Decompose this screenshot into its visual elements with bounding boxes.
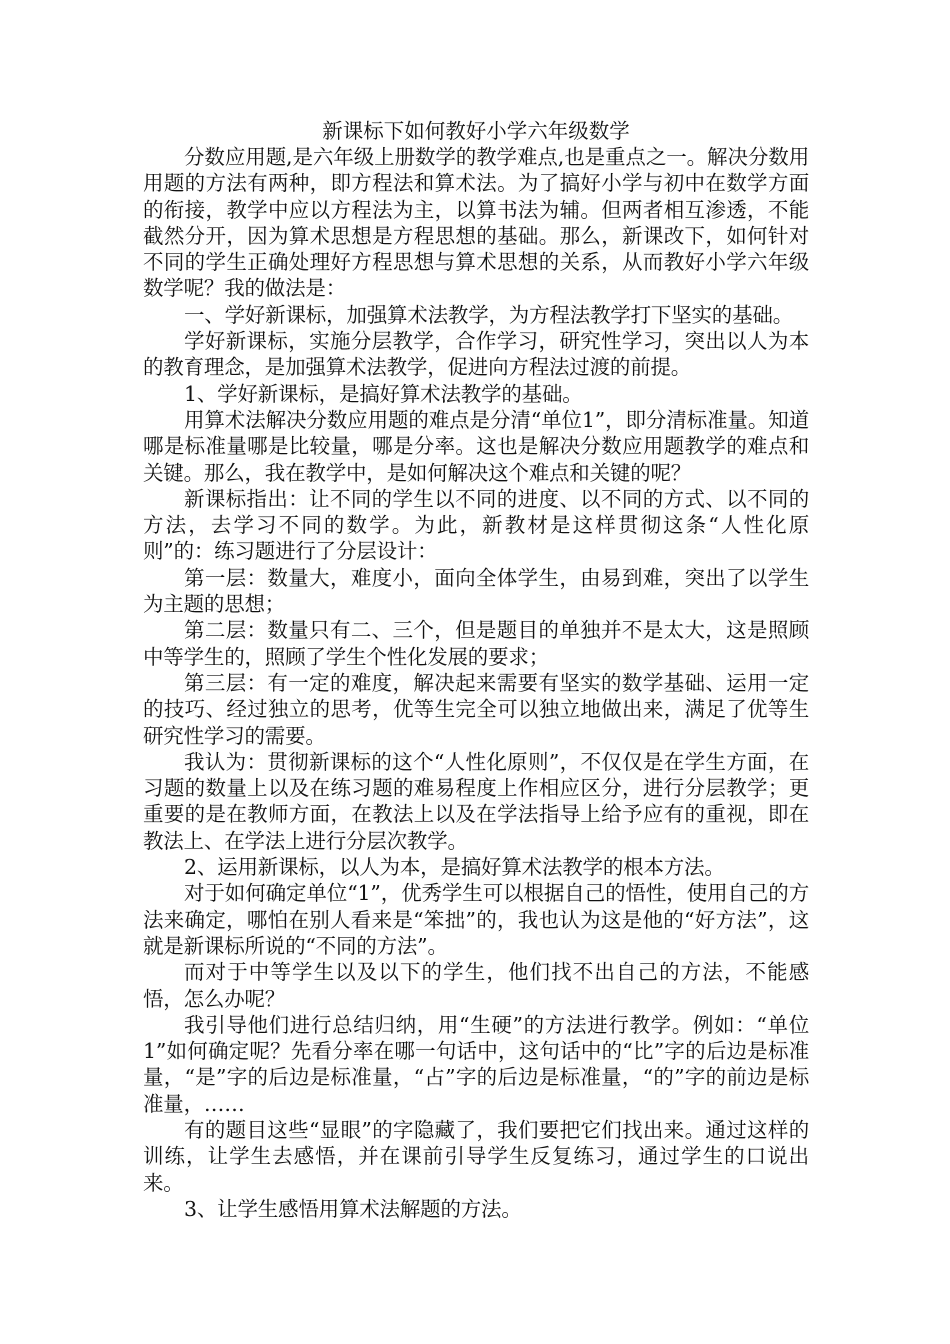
paragraph: 3、让学生感悟用算术法解题的方法。 <box>184 1196 522 1221</box>
paragraph: 第一层：数量大，难度小，面向全体学生，由易到难，突出了以学生为主题的思想； <box>143 565 809 617</box>
paragraph: 一、学好新课标，加强算术法教学，为方程法教学打下坚实的基础。 <box>184 302 793 327</box>
paragraph: 2、运用新课标，以人为本，是搞好算术法教学的根本方法。 <box>184 855 725 880</box>
paragraph: 而对于中等学生以及以下的学生，他们找不出自己的方法，不能感悟，怎么办呢？ <box>143 960 809 1011</box>
paragraph: 第三层：有一定的难度，解决起来需要有坚实的数学基础、运用一定的技巧、经过独立的思考，优等生完全可以独立地做出来，满足了优等生研究性学习的需要。 <box>143 670 809 748</box>
paragraph: 用算术法解决分数应用题的难点是分清“单位1”，即分清标准量。知道哪是标准量哪是比较量，哪是分率。这也是解决分数应用题教学的难点和关键。那么，我在教学中，是如何解决这个难点和关键的呢？ <box>143 407 809 485</box>
paragraph: 有的题目这些“显眼”的字隐藏了，我们要把它们找出来。通过这样的训练，让学生去感悟，并在课前引导学生反复练习，通过学生的口说出来。 <box>143 1117 809 1195</box>
paragraph: 我引导他们进行总结归纳，用“生硬”的方法进行教学。例如：“单位1”如何确定呢？先看分率在哪一句话中，这句话中的“比”字的后边是标准量，“是”字的后边是标准量，“占”字的后边是标准量，“的”字的前边是标准量，…… <box>143 1012 809 1116</box>
paragraph: 分数应用题,是六年级上册数学的教学难点,也是重点之一。解决分数用用题的方法有两种，即方程法和算术法。为了搞好小学与初中在数学方面的衔接，教学中应以方程法为主，以算书法为辅。但两者相互渗透，不能截然分开，因为算术思想是方程思想的基础。那么，新课改下，如何针对不同的学生正确处理好方程思想与算术思想的关系，从而教好小学六年级数学呢？我的做法是： <box>143 145 809 301</box>
paragraph: 第二层：数量只有二、三个，但是题目的单独并不是太大，这是照顾中等学生的，照顾了学生个性化发展的要求； <box>143 618 809 669</box>
paragraph: 对于如何确定单位“1”，优秀学生可以根据自己的悟性，使用自己的方法来确定，哪怕在别人看来是“笨拙”的，我也认为这是他的“好方法”，这就是新课标所说的“不同的方法”。 <box>143 881 809 958</box>
document-page <box>143 118 809 1222</box>
document-title: 新课标下如何教好小学六年级数学 <box>322 119 630 143</box>
paragraph: 学好新课标，实施分层教学，合作学习，研究性学习，突出以人为本的教育理念，是加强算术法教学，促进向方程法过渡的前提。 <box>143 329 809 380</box>
paragraph: 我认为：贯彻新课标的这个“人性化原则”，不仅仅是在学生方面，在习题的数量上以及在练习题的难易程度上作相应区分，进行分层教学；更重要的是在教师方面，在教法上以及在学法指导上给予应有的重视，即在教法上、在学法上进行分层次教学。 <box>143 749 809 853</box>
paragraph: 新课标指出：让不同的学生以不同的进度、以不同的方式、以不同的方法，去学习不同的数学。为此，新教材是这样贯彻这条“人性化原则”的：练习题进行了分层设计： <box>143 486 809 564</box>
paragraph: 1、学好新课标，是搞好算术法教学的基础。 <box>184 381 583 406</box>
